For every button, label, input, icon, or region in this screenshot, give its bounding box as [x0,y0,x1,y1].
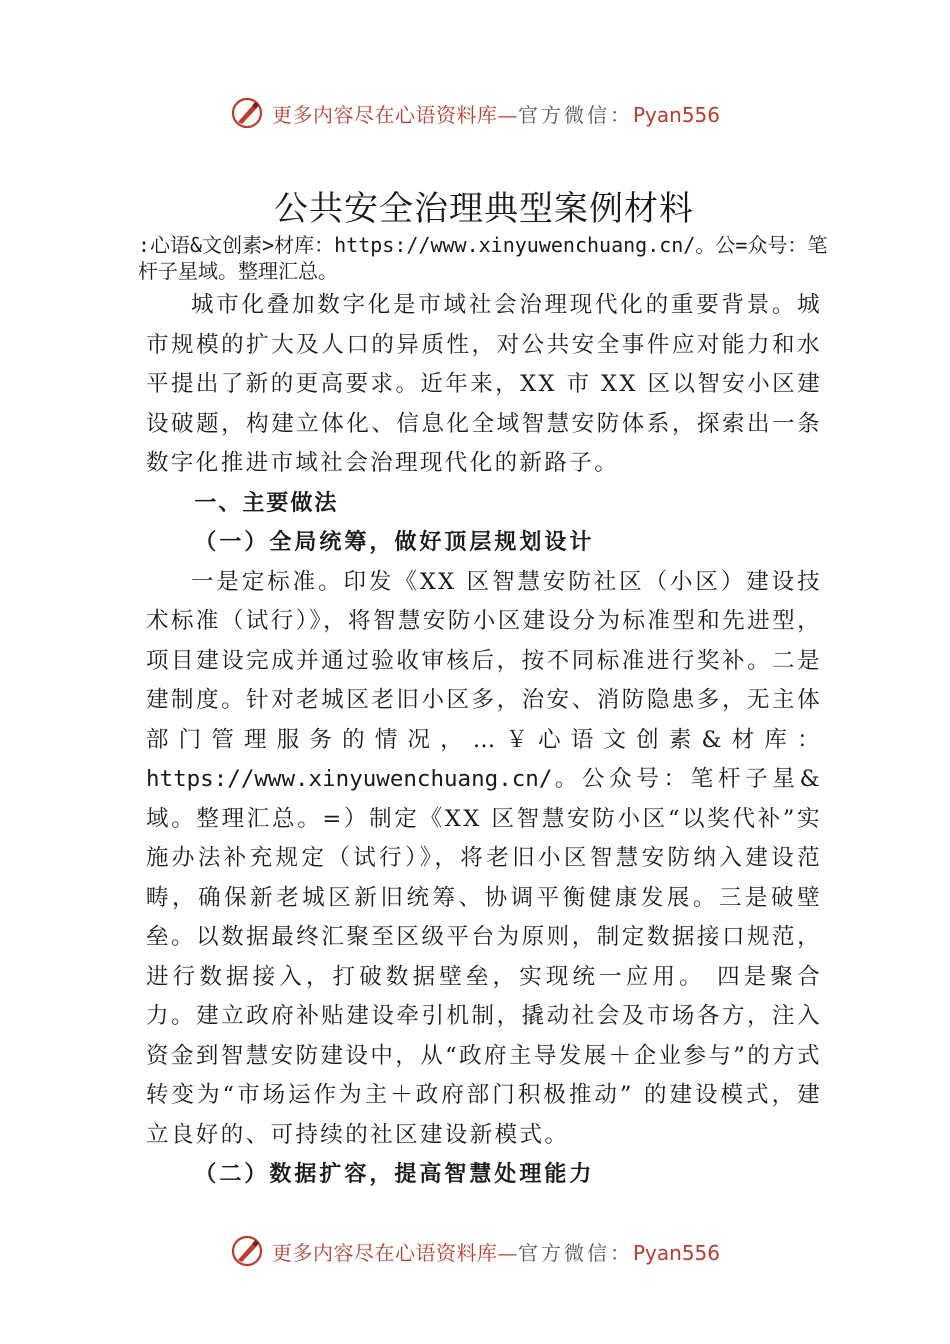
document-body [146,286,822,1195]
document-title: 公共安全治理典型案例材料 [274,189,694,229]
watermark-banner-bottom [0,1234,950,1268]
subsection-heading-2: （二）数据扩容，提高智慧处理能力 [194,1161,595,1187]
intro-paragraph: 城市化叠加数字化是市域社会治理现代化的重要背景。城市规模的扩大及人口的异质性，对公共安全事件应对能力和水平提出了新的更高要求。近年来，XX 市 XX 区以智安小区建设破题，构建立体化、信息化全域智慧安防体系，探索出一条数字化推进市域社会治理现代化的新路子。 [146,292,822,476]
paragraph-1-url: https://www.xinyuwenchuang.cn/ [146,766,553,792]
pen-logo-icon [230,96,264,130]
paragraph-1-part-a: 一是定标准。印发《XX 区智慧安防社区（小区）建设技术标准（试行）》，将智慧安防小区建设分为标准型和先进型， 项目建设完成并通过验收审核后，按不同标准进行奖补。二是建制度。针对老城区老旧小区多，治安、消防隐患多，无主体部门管理服务的情况，…￥心语文创素&材库： [146,568,822,753]
source-line: :心语&文创素>材库：https://www.xinyuwenchuang.cn/。公=众号：笔杆子星域。整理汇总。 [138,233,828,283]
document-header [146,186,822,236]
pen-logo-icon [230,1234,264,1268]
subsection-heading-1: （一）全局统筹，做好顶层规划设计 [194,529,595,555]
watermark-banner-top [0,96,950,130]
watermark-text: 更多内容尽在心语资料库—官方微信：Pyan556 [271,1240,720,1265]
paragraph-1-part-b: 。公众号：笔杆子星&域。整理汇总。=）制定《XX 区智慧安防小区“以奖代补”实施办法补充规定（试行）》，将老旧小区智慧安防纳入建设范畴，确保新老城区新旧统筹、协调平衡健康发展。三是破壁垒。以数据最终汇聚至区级平台为原则，制定数据接口规范，进行数据接入，打破数据壁垒，实现统一应用。 四是聚合力。建立政府补贴建设牵引机制，撬动社会及市场各方，注入资金到智慧安防建设中，从“政府主导发展＋企业参与”的方式转变为“市场运作为主＋政府部门积极推动” 的建设模式，建立良好的、可持续的社区建设新模式。 [146,766,822,1148]
watermark-text: 更多内容尽在心语资料库—官方微信：Pyan556 [271,102,720,127]
paragraph-1 [146,563,822,1156]
section-heading-1: 一、主要做法 [194,490,339,516]
